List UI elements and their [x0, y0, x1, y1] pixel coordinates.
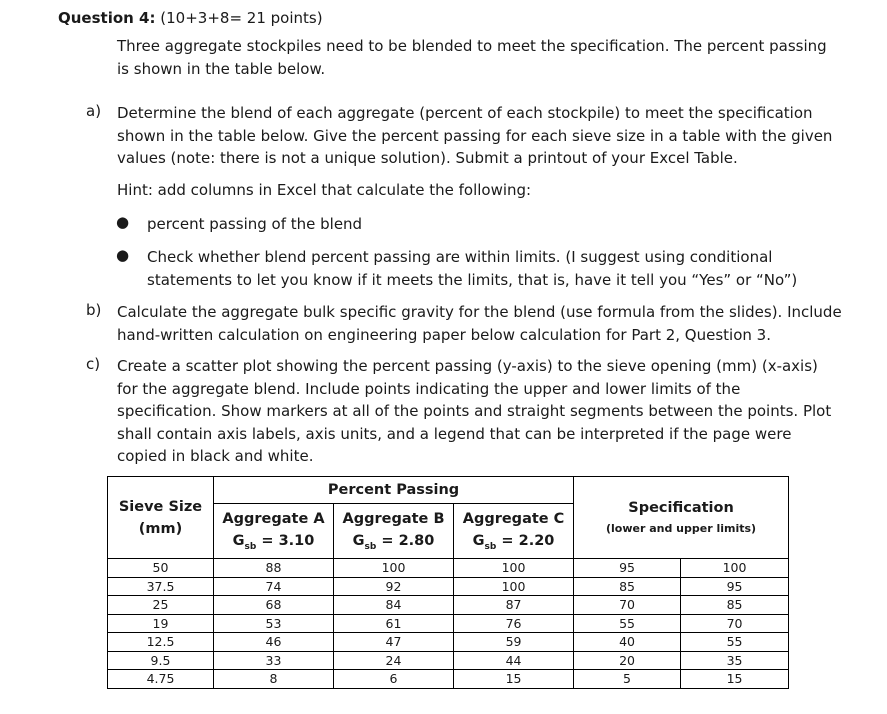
table-row — [108, 596, 789, 615]
aggregate-c-label: Aggregate C — [462, 510, 565, 527]
aggregate-b-cell: 61 — [334, 614, 454, 633]
sieve-size-cell: 50 — [108, 559, 214, 578]
hint-text: Hint: add columns in Excel that calculate the following: — [117, 181, 532, 199]
table-row — [108, 633, 789, 652]
spec-upper-cell: 85 — [681, 596, 789, 615]
aggregate-b-cell: 47 — [334, 633, 454, 652]
question-heading — [58, 9, 323, 27]
part-c-text: Create a scatter plot showing the percent passing (y-axis) to the sieve opening (mm) (x-axis) for the aggregate blend. Include points indicating the upper and lower limits of the specification. Show markers at all of the points and straight segments between the points. Plot shall contain axis labels, axis units, and a legend that can be interpreted if the page were copied in black and white. — [117, 357, 832, 465]
part-a-text: Determine the blend of each aggregate (percent of each stockpile) to meet the specification shown in the table below. Give the percent passing for each sieve size in a table with the given values (note: there is not a unique solution). Submit a printout of your Excel Table. — [117, 104, 833, 167]
part-a-marker: a) — [86, 102, 102, 120]
sieve-size-cell: 37.5 — [108, 577, 214, 596]
specification-header — [574, 477, 789, 559]
gsb-subscript: sb — [484, 541, 497, 552]
sieve-size-cell: 9.5 — [108, 651, 214, 670]
sieve-size-header — [108, 477, 214, 559]
sieve-size-label: Sieve Size — [118, 498, 203, 515]
table-row — [108, 670, 789, 689]
gradation-table — [107, 476, 789, 689]
part-b-text: Calculate the aggregate bulk specific gravity for the blend (use formula from the slides). Include hand-written calculation on engineering paper below calculation for Part 2, Question 3. — [117, 303, 842, 344]
sieve-size-cell: 25 — [108, 596, 214, 615]
bullet-item-1: percent passing of the blend — [147, 215, 363, 233]
aggregate-c-cell: 15 — [454, 670, 574, 689]
gsb-subscript: sb — [244, 541, 257, 552]
spec-upper-cell: 95 — [681, 577, 789, 596]
sieve-size-unit: (mm) — [138, 520, 183, 537]
aggregate-a-header — [214, 504, 334, 559]
table-body — [108, 559, 789, 689]
bullet-icon: ● — [116, 213, 130, 231]
spec-upper-cell: 55 — [681, 633, 789, 652]
spec-upper-cell: 100 — [681, 559, 789, 578]
gsb-symbol: G — [232, 532, 245, 549]
aggregate-b-cell: 92 — [334, 577, 454, 596]
aggregate-b-cell: 100 — [334, 559, 454, 578]
spec-lower-cell: 40 — [574, 633, 681, 652]
gsb-b-value: = 2.80 — [376, 532, 435, 549]
aggregate-c-header — [454, 504, 574, 559]
gsb-a-value: = 3.10 — [256, 532, 315, 549]
aggregate-a-cell: 68 — [214, 596, 334, 615]
intro-text: Three aggregate stockpiles need to be blended to meet the specification. The percent passing is shown in the table below. — [117, 37, 827, 78]
question-label: Question 4: — [58, 9, 156, 27]
spec-upper-cell: 15 — [681, 670, 789, 689]
sieve-size-cell: 12.5 — [108, 633, 214, 652]
aggregate-a-label: Aggregate A — [222, 510, 325, 527]
question-points: (10+3+8= 21 points) — [160, 9, 323, 27]
aggregate-b-cell: 24 — [334, 651, 454, 670]
gsb-subscript: sb — [364, 541, 377, 552]
aggregate-c-cell: 59 — [454, 633, 574, 652]
specification-label: Specification — [628, 500, 734, 516]
spec-lower-cell: 55 — [574, 614, 681, 633]
aggregate-a-cell: 8 — [214, 670, 334, 689]
sieve-size-cell: 4.75 — [108, 670, 214, 689]
aggregate-c-cell: 76 — [454, 614, 574, 633]
table-row — [108, 651, 789, 670]
aggregate-a-cell: 74 — [214, 577, 334, 596]
table-row — [108, 614, 789, 633]
aggregate-a-cell: 53 — [214, 614, 334, 633]
sieve-size-cell: 19 — [108, 614, 214, 633]
aggregate-a-cell: 46 — [214, 633, 334, 652]
spec-upper-cell: 35 — [681, 651, 789, 670]
aggregate-c-cell: 44 — [454, 651, 574, 670]
aggregate-c-cell: 100 — [454, 577, 574, 596]
aggregate-b-cell: 84 — [334, 596, 454, 615]
aggregate-a-cell: 33 — [214, 651, 334, 670]
gsb-c — [454, 533, 573, 552]
table-row — [108, 577, 789, 596]
spec-lower-cell: 20 — [574, 651, 681, 670]
bullet-icon: ● — [116, 246, 130, 264]
gsb-c-value: = 2.20 — [496, 532, 555, 549]
gsb-a — [214, 533, 333, 552]
limits-label: (lower and upper limits) — [605, 522, 757, 535]
gsb-symbol: G — [352, 532, 365, 549]
percent-passing-header: Percent Passing — [214, 477, 574, 504]
part-c-marker: c) — [86, 355, 101, 373]
aggregate-a-cell: 88 — [214, 559, 334, 578]
spec-lower-cell: 85 — [574, 577, 681, 596]
spec-lower-cell: 5 — [574, 670, 681, 689]
spec-upper-cell: 70 — [681, 614, 789, 633]
spec-lower-cell: 95 — [574, 559, 681, 578]
table-row — [108, 559, 789, 578]
gsb-symbol: G — [472, 532, 485, 549]
part-b-marker: b) — [86, 301, 102, 319]
spec-lower-cell: 70 — [574, 596, 681, 615]
aggregate-b-label: Aggregate B — [342, 510, 445, 527]
bullet-item-2: Check whether blend percent passing are within limits. (I suggest using conditional statements to let you know if it meets the limits, that is, have it tell you “Yes” or “No”) — [147, 248, 798, 289]
gsb-b — [334, 533, 453, 552]
aggregate-c-cell: 100 — [454, 559, 574, 578]
aggregate-c-cell: 87 — [454, 596, 574, 615]
aggregate-b-cell: 6 — [334, 670, 454, 689]
aggregate-b-header — [334, 504, 454, 559]
